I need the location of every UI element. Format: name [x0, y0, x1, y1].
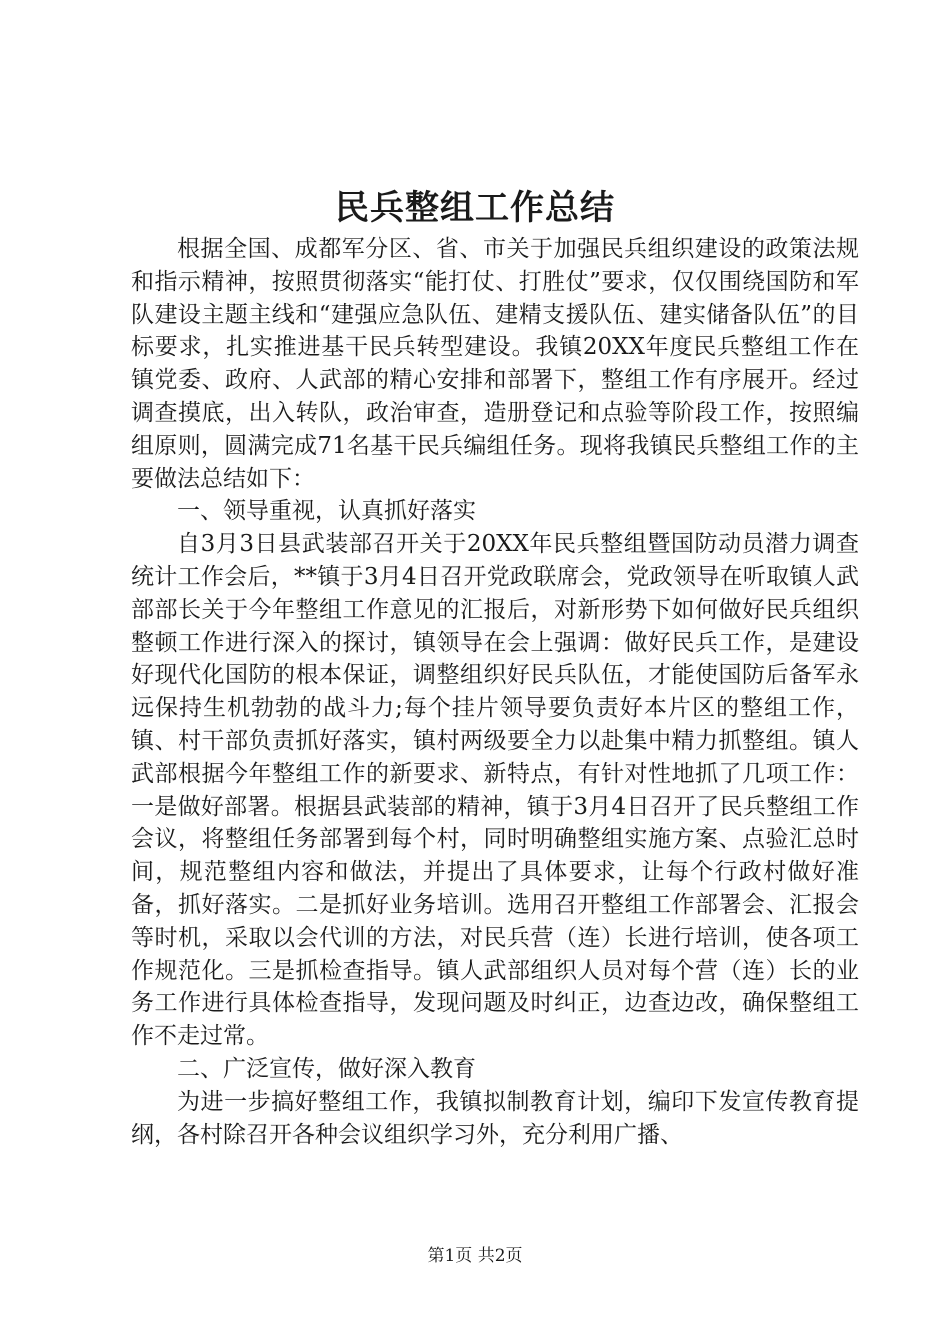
- section-heading-2: 二、广泛宣传，做好深入教育: [177, 1055, 476, 1082]
- page-footer: 第1页 共2页: [427, 1246, 523, 1266]
- section-heading-1: 一、领导重视，认真抓好落实: [177, 498, 476, 525]
- document-title: 民兵整组工作总结: [335, 188, 615, 228]
- paragraph-intro: 根据全国、成都军分区、省、市关于加强民兵组织建设的政策法规和指示精神，按照贯彻落实“能打仗、打胜仗”要求，仅仅围绕国防和军队建设主题主线和“建强应急队伍、建精支援队伍、建实储备队伍”的目标要求，扎实推进基干民兵转型建设。我镇20XX年度民兵整组工作在镇党委、政府、人武部的精心安排和部署下，整组工作有序展开。经过调查摸底，出入转队，政治审查，造册登记和点验等阶段工作，按照编组原则，圆满完成71名基干民兵编组任务。现将我镇民兵整组工作的主要做法总结如下：: [131, 236, 859, 492]
- document-body: [131, 233, 859, 1151]
- paragraph-section-1: 自3月3日县武装部召开关于20XX年民兵整组暨国防动员潜力调查统计工作会后，**镇于3月4日召开党政联席会，党政领导在听取镇人武部部长关于今年整组工作意见的汇报后，对新形势下如何做好民兵组织整顿工作进行深入的探讨，镇领导在会上强调：做好民兵工作，是建设好现代化国防的根本保证，调整组织好民兵队伍，才能使国防后备军永远保持生机勃勃的战斗力;每个挂片领导要负责好本片区的整组工作，镇、村干部负责抓好落实，镇村两级要全力以赴集中精力抓整组。镇人武部根据今年整组工作的新要求、新特点，有针对性地抓了几项工作：一是做好部署。根据县武装部的精神，镇于3月4日召开了民兵整组工作会议，将整组任务部署到每个村，同时明确整组实施方案、点验汇总时间，规范整组内容和做法，并提出了具体要求，让每个行政村做好准备，抓好落实。二是抓好业务培训。选用召开整组工作部署会、汇报会等时机，采取以会代训的方法，对民兵营（连）长进行培训，使各项工作规范化。三是抓检查指导。镇人武部组织人员对每个营（连）长的业务工作进行具体检查指导，发现问题及时纠正，边查边改，确保整组工作不走过常。: [131, 531, 859, 1050]
- paragraph-section-2: 为进一步搞好整组工作，我镇拟制教育计划，编印下发宣传教育提纲，各村除召开各种会议组织学习外，充分利用广播、: [131, 1088, 859, 1148]
